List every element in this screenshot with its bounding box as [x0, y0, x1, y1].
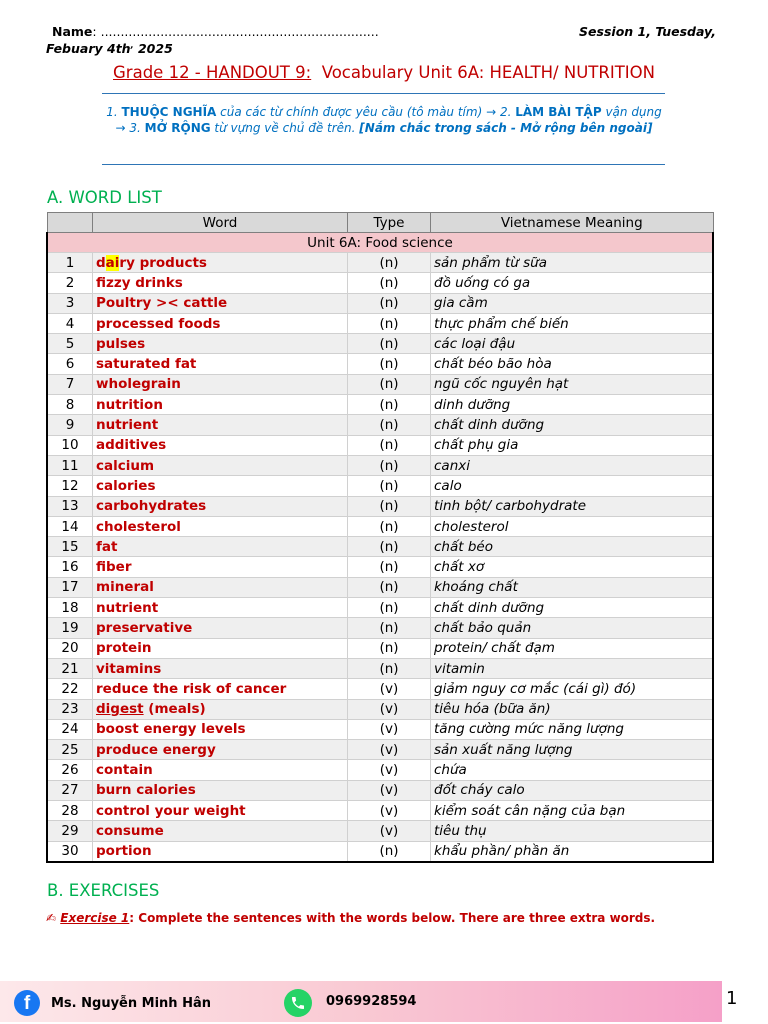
- table-row: [47, 618, 713, 638]
- table-row: [47, 598, 713, 618]
- row-word: nutrition: [93, 395, 348, 415]
- exercise-text: : Complete the sentences with the words below. There are three extra words.: [129, 911, 656, 925]
- exercise-1-instruction: [46, 911, 655, 925]
- row-word: calcium: [93, 455, 348, 475]
- table-row: [47, 577, 713, 597]
- row-number: 9: [47, 415, 93, 435]
- row-word: calories: [93, 476, 348, 496]
- table-row: [47, 313, 713, 333]
- table-row: [47, 537, 713, 557]
- row-word: contain: [93, 760, 348, 780]
- row-number: 5: [47, 334, 93, 354]
- section-a-heading: A. WORD LIST: [47, 188, 162, 207]
- row-type: (n): [348, 415, 431, 435]
- row-type: (n): [348, 293, 431, 313]
- row-type: (n): [348, 618, 431, 638]
- row-number: 15: [47, 537, 93, 557]
- row-meaning: chất phụ gia: [431, 435, 714, 455]
- row-number: 22: [47, 679, 93, 699]
- instr-step3: MỞ RỘNG: [144, 121, 211, 135]
- table-row: [47, 760, 713, 780]
- row-meaning: đồ uống có ga: [431, 273, 714, 293]
- row-meaning: calo: [431, 476, 714, 496]
- row-type: (n): [348, 253, 431, 273]
- row-number: 14: [47, 516, 93, 536]
- table-row: [47, 801, 713, 821]
- row-number: 2: [47, 273, 93, 293]
- row-word: mineral: [93, 577, 348, 597]
- row-word: portion: [93, 841, 348, 862]
- row-number: 26: [47, 760, 93, 780]
- instr-p3: của các từ chính được yêu cầu (tô màu tím) → 2.: [216, 105, 516, 119]
- table-row: [47, 455, 713, 475]
- row-word: dairy products: [93, 253, 348, 273]
- date-year: 2025: [133, 41, 173, 57]
- row-type: (n): [348, 516, 431, 536]
- name-field: [52, 24, 379, 39]
- row-meaning: chất dinh dưỡng: [431, 598, 714, 618]
- instr-note: [Nắm chắc trong sách - Mở rộng bên ngoài]: [359, 121, 653, 135]
- row-meaning: sản xuất năng lượng: [431, 740, 714, 760]
- header-type: Type: [348, 213, 431, 233]
- row-number: 28: [47, 801, 93, 821]
- row-number: 24: [47, 719, 93, 739]
- table-row: [47, 719, 713, 739]
- row-meaning: tiêu thụ: [431, 821, 714, 841]
- table-row: [47, 638, 713, 658]
- row-meaning: tinh bột/ carbohydrate: [431, 496, 714, 516]
- row-meaning: gia cầm: [431, 293, 714, 313]
- row-type: (n): [348, 273, 431, 293]
- row-meaning: chất béo: [431, 537, 714, 557]
- table-row: [47, 699, 713, 719]
- row-meaning: canxi: [431, 455, 714, 475]
- page-title: [0, 63, 768, 82]
- section-b-heading: B. EXERCISES: [47, 881, 160, 900]
- row-type: (n): [348, 537, 431, 557]
- row-type: (v): [348, 719, 431, 739]
- table-row: [47, 658, 713, 678]
- table-row: [47, 293, 713, 313]
- date-sup: ,: [130, 41, 134, 50]
- row-word: protein: [93, 638, 348, 658]
- instr-step2: LÀM BÀI TẬP: [515, 105, 602, 119]
- row-number: 18: [47, 598, 93, 618]
- row-type: (v): [348, 780, 431, 800]
- title-grade: Grade 12 - HANDOUT 9:: [113, 63, 312, 82]
- row-type: (n): [348, 658, 431, 678]
- row-meaning: cholesterol: [431, 516, 714, 536]
- instructions: [100, 104, 668, 136]
- row-meaning: tiêu hóa (bữa ăn): [431, 699, 714, 719]
- instr-p5: vận dụng → 3.: [115, 105, 662, 135]
- session-label: Session 1, Tuesday,: [579, 24, 716, 39]
- row-number: 6: [47, 354, 93, 374]
- row-number: 13: [47, 496, 93, 516]
- date-label: [46, 41, 173, 56]
- row-word: burn calories: [93, 780, 348, 800]
- row-word: cholesterol: [93, 516, 348, 536]
- row-word: preservative: [93, 618, 348, 638]
- table-row: [47, 334, 713, 354]
- table-row: [47, 557, 713, 577]
- top-divider: [102, 93, 665, 94]
- row-meaning: protein/ chất đạm: [431, 638, 714, 658]
- pencil-icon: ✍: [46, 911, 57, 925]
- table-row: [47, 740, 713, 760]
- row-word: vitamins: [93, 658, 348, 678]
- instr-step1: THUỘC NGHĨA: [121, 105, 217, 119]
- row-type: (n): [348, 577, 431, 597]
- row-type: (n): [348, 598, 431, 618]
- name-dots: : ......................................................................: [92, 24, 379, 39]
- row-type: (n): [348, 374, 431, 394]
- row-type: (v): [348, 740, 431, 760]
- row-meaning: chất bảo quản: [431, 618, 714, 638]
- row-word: saturated fat: [93, 354, 348, 374]
- row-meaning: đốt cháy calo: [431, 780, 714, 800]
- phone-icon[interactable]: [284, 989, 312, 1017]
- page-number: 1: [726, 988, 738, 1009]
- row-word: consume: [93, 821, 348, 841]
- table-header-row: [47, 213, 713, 233]
- row-word: carbohydrates: [93, 496, 348, 516]
- row-number: 3: [47, 293, 93, 313]
- row-type: (n): [348, 395, 431, 415]
- row-meaning: khẩu phần/ phần ăn: [431, 841, 714, 862]
- exercise-label: Exercise 1: [60, 911, 130, 925]
- row-type: (n): [348, 557, 431, 577]
- row-type: (n): [348, 455, 431, 475]
- row-type: (n): [348, 354, 431, 374]
- table-row: [47, 435, 713, 455]
- row-number: 21: [47, 658, 93, 678]
- phone-number: 0969928594: [326, 994, 417, 1009]
- table-row: [47, 395, 713, 415]
- row-meaning: tăng cường mức năng lượng: [431, 719, 714, 739]
- table-row: [47, 374, 713, 394]
- row-number: 10: [47, 435, 93, 455]
- row-word: nutrient: [93, 598, 348, 618]
- row-meaning: sản phẩm từ sữa: [431, 253, 714, 273]
- table-row: [47, 841, 713, 862]
- row-word: Poultry >< cattle: [93, 293, 348, 313]
- row-word: additives: [93, 435, 348, 455]
- row-meaning: dinh dưỡng: [431, 395, 714, 415]
- row-number: 7: [47, 374, 93, 394]
- row-word: boost energy levels: [93, 719, 348, 739]
- row-word: reduce the risk of cancer: [93, 679, 348, 699]
- row-type: (n): [348, 334, 431, 354]
- header-meaning: Vietnamese Meaning: [431, 213, 714, 233]
- row-number: 20: [47, 638, 93, 658]
- table-row: [47, 415, 713, 435]
- row-number: 30: [47, 841, 93, 862]
- row-number: 27: [47, 780, 93, 800]
- date-main: Febuary 4th: [46, 41, 131, 57]
- row-meaning: khoáng chất: [431, 577, 714, 597]
- row-type: (v): [348, 679, 431, 699]
- name-label: Name: [52, 24, 93, 39]
- table-row: [47, 821, 713, 841]
- row-number: 29: [47, 821, 93, 841]
- row-meaning: chất béo bão hòa: [431, 354, 714, 374]
- header-num: [47, 213, 93, 233]
- unit-row: [47, 233, 713, 253]
- row-word: fiber: [93, 557, 348, 577]
- row-number: 8: [47, 395, 93, 415]
- row-type: (v): [348, 699, 431, 719]
- row-type: (n): [348, 313, 431, 333]
- row-type: (v): [348, 760, 431, 780]
- row-meaning: vitamin: [431, 658, 714, 678]
- row-type: (v): [348, 821, 431, 841]
- row-type: (n): [348, 476, 431, 496]
- table-row: [47, 679, 713, 699]
- table-row: [47, 496, 713, 516]
- table-row: [47, 476, 713, 496]
- row-meaning: các loại đậu: [431, 334, 714, 354]
- row-type: (v): [348, 801, 431, 821]
- row-number: 1: [47, 253, 93, 273]
- row-meaning: chất dinh dưỡng: [431, 415, 714, 435]
- row-meaning: chất xơ: [431, 557, 714, 577]
- table-row: [47, 516, 713, 536]
- row-type: (n): [348, 638, 431, 658]
- row-word: control your weight: [93, 801, 348, 821]
- row-number: 16: [47, 557, 93, 577]
- table-row: [47, 780, 713, 800]
- row-word: produce energy: [93, 740, 348, 760]
- row-word: fat: [93, 537, 348, 557]
- row-number: 11: [47, 455, 93, 475]
- row-meaning: thực phẩm chế biến: [431, 313, 714, 333]
- header-word: Word: [93, 213, 348, 233]
- row-word: nutrient: [93, 415, 348, 435]
- row-word: digest (meals): [93, 699, 348, 719]
- row-type: (n): [348, 496, 431, 516]
- table-row: [47, 354, 713, 374]
- row-word: pulses: [93, 334, 348, 354]
- row-type: (n): [348, 435, 431, 455]
- row-meaning: kiểm soát cân nặng của bạn: [431, 801, 714, 821]
- row-number: 4: [47, 313, 93, 333]
- teacher-name: Ms. Nguyễn Minh Hân: [51, 996, 211, 1011]
- title-topic: Vocabulary Unit 6A: HEALTH/ NUTRITION: [311, 63, 655, 82]
- row-number: 12: [47, 476, 93, 496]
- unit-label: Unit 6A: Food science: [47, 233, 713, 253]
- row-meaning: giảm nguy cơ mắc (cái gì) đó): [431, 679, 714, 699]
- bottom-divider: [102, 164, 665, 165]
- row-meaning: chứa: [431, 760, 714, 780]
- word-list-table: [46, 212, 714, 863]
- row-meaning: ngũ cốc nguyên hạt: [431, 374, 714, 394]
- row-word: wholegrain: [93, 374, 348, 394]
- instr-p1: 1.: [106, 105, 122, 119]
- facebook-icon[interactable]: f: [14, 990, 40, 1016]
- row-number: 23: [47, 699, 93, 719]
- table-row: [47, 253, 713, 273]
- table-row: [47, 273, 713, 293]
- row-number: 25: [47, 740, 93, 760]
- row-type: (n): [348, 841, 431, 862]
- footer-bar: [0, 981, 722, 1022]
- row-word: fizzy drinks: [93, 273, 348, 293]
- instr-p7: từ vựng về chủ đề trên.: [210, 121, 360, 135]
- row-number: 19: [47, 618, 93, 638]
- row-word: processed foods: [93, 313, 348, 333]
- row-number: 17: [47, 577, 93, 597]
